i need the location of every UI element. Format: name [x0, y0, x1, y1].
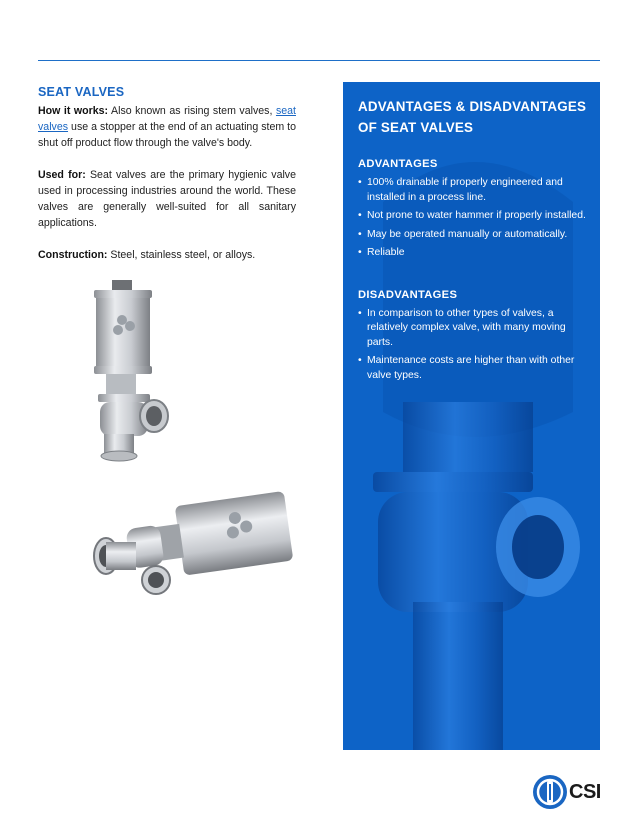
how-text-post: use a stopper at the end of an actuating stem to shut off product flow through the valve's body.	[38, 121, 296, 149]
panel-content	[358, 96, 588, 403]
construction-label: Construction:	[38, 249, 108, 261]
used-for-paragraph	[38, 167, 296, 231]
panel-title-line1: ADVANTAGES & DISADVANTAGES	[358, 99, 587, 114]
upright-seat-valve-image	[86, 276, 186, 464]
advantage-item: • May be operated manually or automatically.	[358, 228, 588, 243]
panel-title	[358, 96, 588, 138]
advantage-item: • Not prone to water hammer if properly installed.	[358, 209, 588, 224]
construction-text: Steel, stainless steel, or alloys.	[110, 249, 256, 261]
disadvantages-list	[358, 307, 588, 384]
how-text-pre: Also known as rising stem valves,	[111, 105, 273, 117]
advantage-item: • Reliable	[358, 246, 588, 261]
used-text: Seat valves are the primary hygienic valve used in processing industries around the world. These valves are generally well-suited for all sanitary applications.	[38, 169, 296, 229]
used-label: Used for:	[38, 169, 86, 181]
how-it-works-paragraph	[38, 103, 296, 151]
disadvantage-item: • In comparison to other types of valves, a relatively complex valve, with many moving parts.	[358, 307, 588, 351]
construction-paragraph	[38, 247, 296, 263]
top-rule	[38, 60, 600, 61]
seat-valves-section	[38, 84, 296, 279]
advantages-list	[358, 176, 588, 261]
horizontal-seat-valve-image	[88, 482, 304, 602]
disadvantage-item: • Maintenance costs are higher than with other valve types.	[358, 354, 588, 383]
panel-title-line2: OF SEAT VALVES	[358, 120, 474, 135]
section-title: SEAT VALVES	[38, 85, 125, 99]
advantages-panel	[343, 82, 600, 750]
advantage-item: • 100% drainable if properly engineered and installed in a process line.	[358, 176, 588, 205]
disadvantages-heading: DISADVANTAGES	[358, 288, 458, 301]
how-label: How it works:	[38, 105, 109, 117]
logo-text: CSI	[569, 781, 601, 803]
advantages-heading: ADVANTAGES	[358, 158, 438, 170]
seat-valves-link[interactable]: seat valves	[38, 105, 296, 133]
